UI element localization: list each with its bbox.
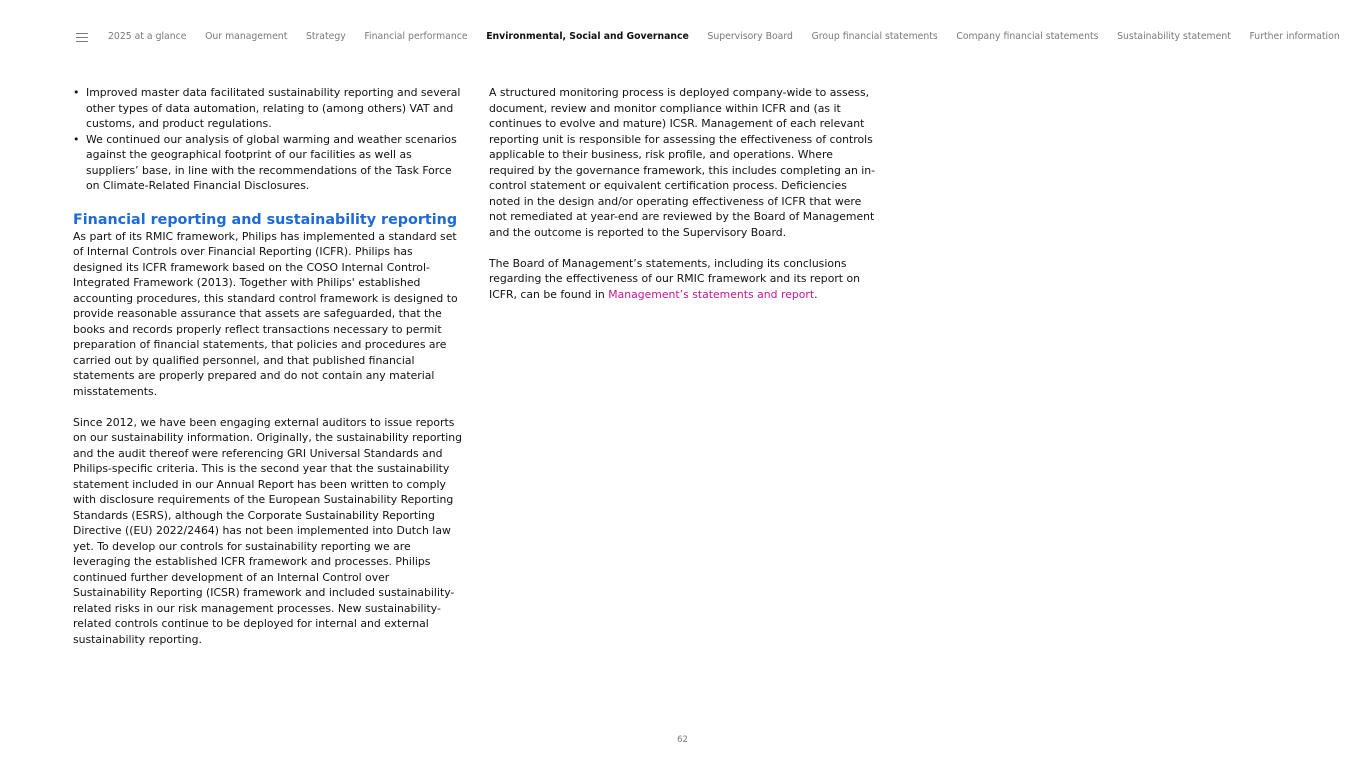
body-paragraph: A structured monitoring process is deployed company-wide to assess, document, review and monitor compliance within ICFR and (as it continues to evolve and mature) ICSR. Management of each relevant reporting unit is responsible for assessing the effectiveness of controls applicable to their business, risk profile, and operations. Where required by the governance framework, this includes completing an in-control statement or equivalent certification process. Deficiencies noted in the design and/or operating effectiveness of ICFR that were not remediated at year-end are reviewed by the Board of Management and the outcome is reported to the Supervisory Board. bbox=[489, 86, 876, 239]
body-paragraph: As part of its RMIC framework, Philips has implemented a standard set of Internal Controls over Financial Reporting (ICFR). Philips has designed its ICFR framework based on the COSO Internal Control-Integrated Framework (2013). Together with Philips' established accounting procedures, this standard control framework is designed to provide reasonable assurance that assets are safeguarded, that the books and records properly reflect transactions necessary to permit preparation of financial statements, that policies and procedures are carried out by qualified personnel, and that published financial statements are properly prepared and do not contain any material misstatements. bbox=[73, 229, 458, 398]
nav-item-group-financial-statements[interactable]: Group financial statements bbox=[811, 31, 938, 42]
list-item: • Improved master data facilitated sustainability reporting and several other types of data automation, relating to (among others) VAT and customs, and product regulations. bbox=[73, 85, 465, 132]
list-item: • We continued our analysis of global warming and weather scenarios against the geographical footprint of our facilities as well as suppliers’ base, in line with the recommendations of the Task Force on Climate-Related Financial Disclosures. bbox=[73, 132, 465, 194]
nav-item-strategy[interactable]: Strategy bbox=[305, 31, 346, 42]
nav-item-supervisory-board[interactable]: Supervisory Board bbox=[707, 31, 793, 42]
management-statements-link[interactable]: Management’s statements and report bbox=[608, 287, 815, 301]
nav-item-company-financial-statements[interactable]: Company financial statements bbox=[956, 31, 1099, 42]
nav-item-our-management[interactable]: Our management bbox=[205, 31, 288, 42]
section-nav bbox=[108, 31, 1358, 43]
nav-item-esg[interactable]: Environmental, Social and Governance bbox=[486, 31, 689, 42]
paragraph-text: . bbox=[814, 287, 818, 301]
nav-item-further-information[interactable]: Further information bbox=[1249, 31, 1340, 42]
page-number: 62 bbox=[677, 735, 688, 745]
top-navigation bbox=[0, 0, 1365, 74]
nav-item-sustainability-statement[interactable]: Sustainability statement bbox=[1117, 31, 1231, 42]
body-paragraph: Since 2012, we have been engaging external auditors to issue reports on our sustainability information. Originally, the sustainability reporting and the audit thereof were referencing GRI Universal Standards and Philips-specific criteria. This is the second year that the sustainability statement included in our Annual Report has been written to comply with disclosure requirements of the European Sustainability Reporting Standards (ESRS), although the Corporate Sustainability Reporting Directive ((EU) 2022/2464) has not been implemented into Dutch law yet. To develop our controls for sustainability reporting we are leveraging the established ICFR framework and processes. Philips continued further development of an Internal Control over Sustainability Reporting (ICSR) framework and included sustainability-related risks in our risk management processes. New sustainability-related controls continue to be deployed for internal and external sustainability reporting. bbox=[73, 415, 463, 646]
nav-item-2025-at-a-glance[interactable]: 2025 at a glance bbox=[108, 31, 187, 42]
bullet-list bbox=[73, 85, 465, 194]
menu-icon[interactable] bbox=[76, 33, 88, 42]
section-heading: Financial reporting and sustainability reporting bbox=[73, 211, 458, 228]
nav-item-financial-performance[interactable]: Financial performance bbox=[364, 31, 468, 42]
left-column bbox=[73, 85, 465, 647]
paragraph-text: The Board of Management’s statements, including its conclusions regarding the effectiveness of our RMIC framework and its report on ICFR, can be found in bbox=[489, 256, 860, 301]
body-paragraph bbox=[489, 256, 881, 303]
right-column bbox=[489, 85, 881, 302]
